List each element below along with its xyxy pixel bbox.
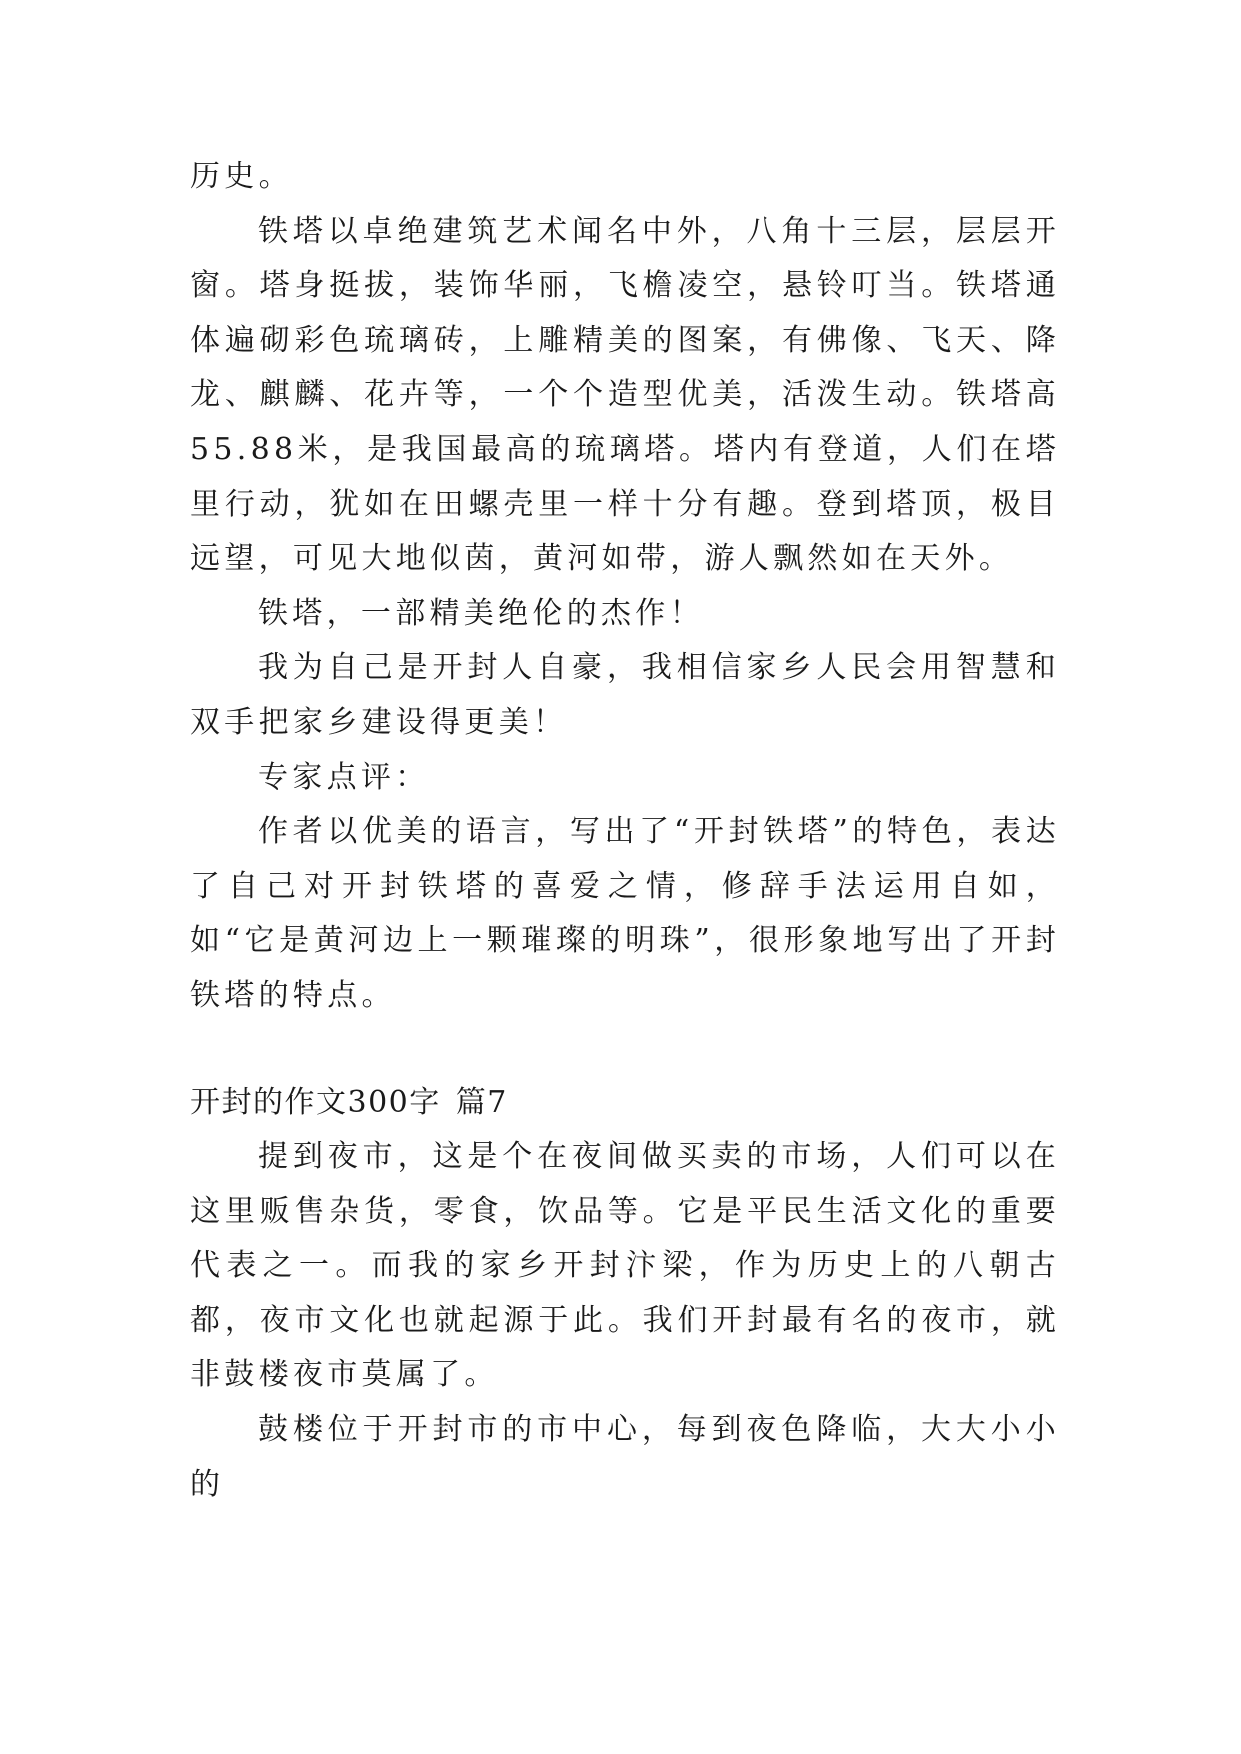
paragraph-drum-tower: 鼓楼位于开封市的市中心，每到夜色降临，大大小小的 — [190, 1412, 1060, 1502]
section-heading: 开封的作文300字 篇7 — [190, 1084, 508, 1120]
paragraph-continuation: 历史。 — [190, 159, 293, 194]
paragraph-tower-description: 铁塔以卓绝建筑艺术闻名中外，八角十三层，层层开窗。塔身挺拔，装饰华丽，飞檐凌空，悬铃叮当。铁塔通体遍砌彩色琉璃砖，上雕精美的图案，有佛像、飞天、降龙、麒麟、花卉等，一个个造型优美，活泼生动。铁塔高55.88米，是我国最高的琉璃塔。塔内有登道，人们在塔里行动，犹如在田螺壳里一样十分有趣。登到塔顶，极目远望，可见大地似茵，黄河如带，游人飘然如在天外。 — [190, 213, 1060, 577]
paragraph-expert-review-label: 专家点评： — [258, 759, 430, 795]
paragraph-hometown-pride: 我为自己是开封人自豪，我相信家乡人民会用智慧和双手把家乡建设得更美！ — [190, 650, 1060, 740]
section-spacer — [190, 1024, 1060, 1076]
document-page — [190, 150, 1060, 1512]
paragraph-night-market: 提到夜市，这是个在夜间做买卖的市场，人们可以在这里贩售杂货，零食，饮品等。它是平民生活文化的重要代表之一。而我的家乡开封汴梁，作为历史上的八朝古都，夜市文化也就起源于此。我们开封最有名的夜市，就非鼓楼夜市莫属了。 — [190, 1139, 1060, 1393]
paragraph-expert-review: 作者以优美的语言，写出了“开封铁塔”的特色，表达了自己对开封铁塔的喜爱之情，修辞手法运用自如，如“它是黄河边上一颗璀璨的明珠”，很形象地写出了开封铁塔的特点。 — [190, 814, 1060, 1013]
paragraph-tower-masterpiece: 铁塔，一部精美绝伦的杰作！ — [258, 595, 704, 631]
